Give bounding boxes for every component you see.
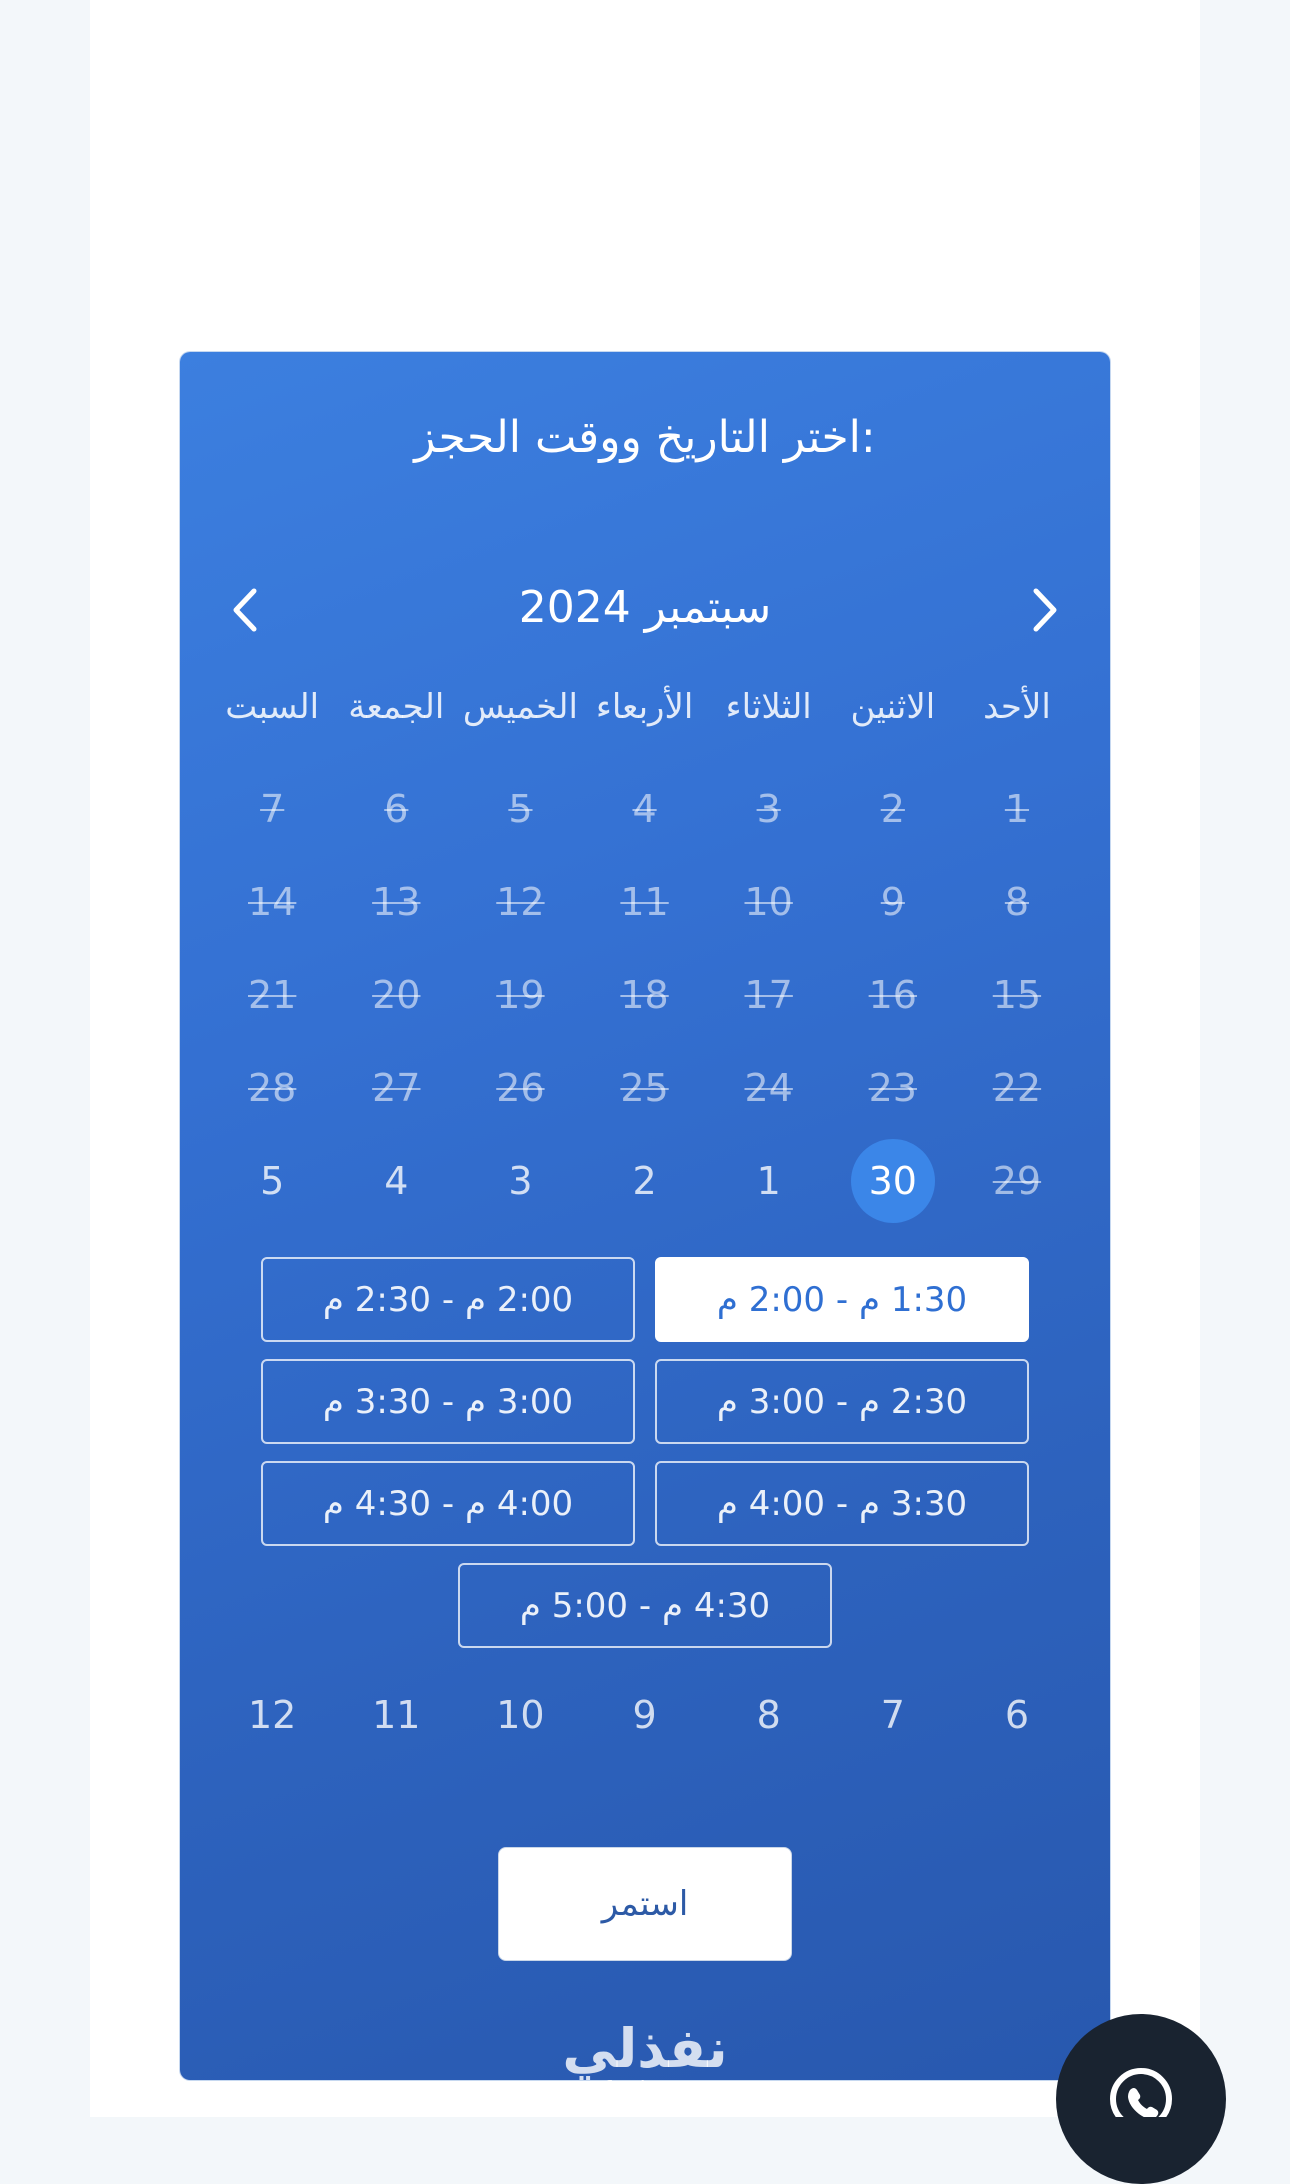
time-slot[interactable]: 3:00 م - 3:30 م [261,1359,635,1444]
day-cell [707,948,831,1041]
day-number: 24 [744,1065,793,1110]
month-label: سبتمبر 2024 [518,582,772,633]
weekday-header [210,687,1079,727]
day-number: 23 [868,1065,917,1110]
day-cell[interactable] [210,1134,334,1227]
day-cell [955,762,1079,855]
day-number: 15 [992,972,1042,1017]
day-number: 3 [756,786,781,831]
day-number: 5 [260,1158,285,1203]
next-month-button[interactable] [1015,580,1075,640]
time-slot[interactable]: 2:30 م - 3:00 م [655,1359,1029,1444]
weekday-label: الخميس [462,687,578,727]
weekday-label: الأربعاء [595,687,694,727]
calendar-grid [210,762,1079,1227]
day-cell[interactable] [583,1134,707,1227]
day-number: 12 [248,1692,297,1737]
day-number: 2 [632,1158,657,1203]
day-cell [955,1041,1079,1134]
day-cell [334,948,458,1041]
day-number: 7 [260,786,285,831]
day-cell [583,855,707,948]
calendar-grid-next-week [210,1668,1079,1761]
day-cell [583,948,707,1041]
day-cell-selected[interactable] [831,1134,955,1227]
day-number: 3 [508,1158,533,1203]
day-number: 17 [744,972,793,1017]
day-cell [831,855,955,948]
day-number: 29 [992,1158,1042,1203]
day-number: 4 [384,1158,409,1203]
day-number: 20 [372,972,421,1017]
day-number: 5 [508,786,533,831]
day-cell [831,948,955,1041]
time-slot[interactable]: 1:30 م - 2:00 م [655,1257,1029,1342]
day-number: 16 [868,972,917,1017]
day-number: 22 [992,1065,1042,1110]
day-cell [334,1041,458,1134]
continue-button[interactable]: استمر [498,1847,792,1961]
day-cell [707,855,831,948]
brand-name: نفذلي [562,2017,728,2080]
time-slot[interactable]: 4:00 م - 4:30 م [261,1461,635,1546]
day-number: 1 [756,1158,781,1203]
whatsapp-button[interactable] [1056,2014,1226,2184]
day-number: 26 [496,1065,545,1110]
day-number: 10 [744,879,793,924]
day-cell [583,762,707,855]
weekday-label: الأحد [983,687,1051,727]
day-cell [458,948,582,1041]
day-cell [210,762,334,855]
day-cell[interactable] [955,1668,1079,1761]
day-number: 8 [756,1692,781,1737]
whatsapp-icon [1056,2014,1226,2117]
day-cell [334,855,458,948]
day-number: 1 [1004,786,1030,831]
day-number: 11 [620,879,669,924]
day-number: 6 [1004,1692,1030,1737]
day-cell[interactable] [334,1668,458,1761]
day-cell[interactable] [458,1668,582,1761]
day-number: 27 [372,1065,421,1110]
booking-card [180,352,1110,2103]
day-cell [334,762,458,855]
day-number: 10 [496,1692,545,1737]
day-cell [955,1134,1079,1227]
day-number: 11 [372,1692,421,1737]
day-cell [955,948,1079,1041]
day-cell [583,1041,707,1134]
time-slot[interactable]: 4:30 م - 5:00 م [458,1563,832,1648]
day-cell[interactable] [831,1668,955,1761]
brand-domain: nafezly.com [574,2078,716,2103]
day-number: 7 [880,1692,905,1737]
day-cell [831,762,955,855]
day-cell [707,762,831,855]
day-cell [210,948,334,1041]
booking-title: اختر التاريخ ووقت الحجز: [414,412,876,463]
day-cell [707,1041,831,1134]
day-number: 21 [248,972,297,1017]
day-cell[interactable] [210,1668,334,1761]
chevron-right-icon [1028,585,1062,635]
day-number: 30 [851,1139,935,1223]
day-cell [458,855,582,948]
weekday-label: السبت [225,687,320,727]
day-number: 19 [496,972,545,1017]
day-cell [210,1041,334,1134]
day-number: 4 [632,786,657,831]
day-number: 14 [248,879,297,924]
day-number: 13 [372,879,421,924]
day-cell[interactable] [334,1134,458,1227]
day-number: 25 [620,1065,669,1110]
day-cell[interactable] [458,1134,582,1227]
weekday-label: الاثنين [850,687,936,727]
day-cell [955,855,1079,948]
brand-logo [180,2017,1110,2103]
time-slot[interactable]: 3:30 م - 4:00 م [655,1461,1029,1546]
day-number: 6 [384,786,409,831]
day-number: 9 [632,1692,657,1737]
day-cell [458,1041,582,1134]
weekday-label: الجمعة [348,687,445,727]
day-cell [210,855,334,948]
day-cell [831,1041,955,1134]
day-cell[interactable] [707,1668,831,1761]
time-slot[interactable]: 2:00 م - 2:30 م [261,1257,635,1342]
day-number: 2 [880,786,905,831]
day-number: 28 [248,1065,297,1110]
day-number: 8 [1004,879,1030,924]
weekday-label: الثلاثاء [725,687,812,727]
day-cell [458,762,582,855]
day-cell[interactable] [707,1134,831,1227]
day-cell[interactable] [583,1668,707,1761]
day-number: 18 [620,972,669,1017]
day-number: 12 [496,879,545,924]
day-number: 9 [880,879,905,924]
